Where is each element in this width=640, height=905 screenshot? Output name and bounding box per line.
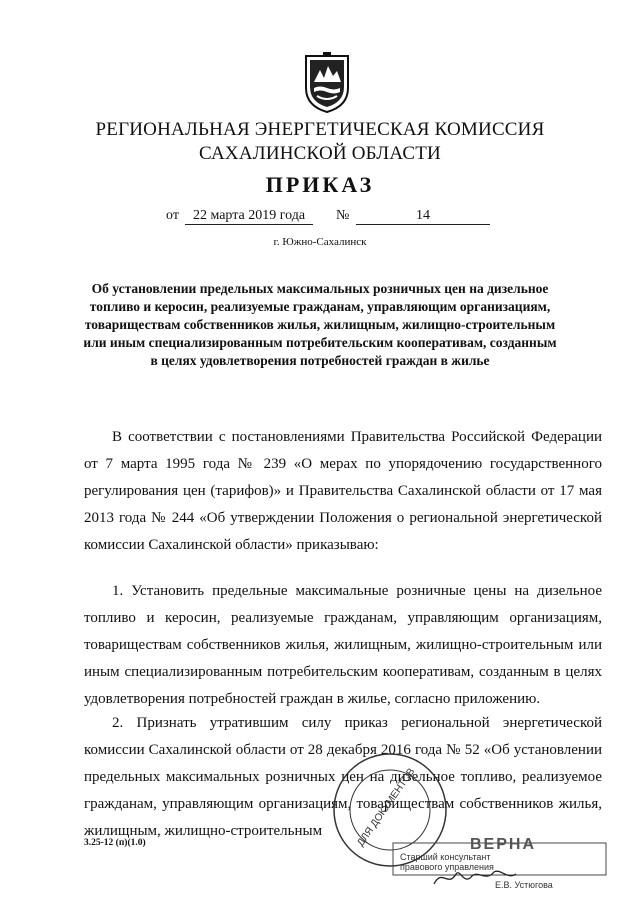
signer-name: Е.В. Устюгова [495,880,553,890]
document-number: 14 [356,208,490,225]
document-heading: Об установлении предельных максимальных розничных цен на дизельное топливо и керосин, реализуемые гражданам, управляющим организациям, товариществам собственников жилья, жилищным, жилищно-строительным или иным специализированным потребительским кооперативам, созданным в целях удовлетворения потребностей граждан в жилье [83,281,557,368]
certification-mark: ВЕРНА [470,836,537,853]
clause-1-paragraph: 1. Установить предельные максимальные розничные цены на дизельное топливо и керосин, реализуемые гражданам, управляющим организациям, товариществам собственников жилья, жилищным, жилищно-строительным или иным специализированным потребительским кооперативам, созданным в целях удовлетворения потребностей граждан в жилье, согласно приложению. [84,583,602,707]
city: г. Южно-Сахалинск [273,236,367,248]
document-type-title: ПРИКАЗ [265,172,375,197]
organization-name-line1: РЕГИОНАЛЬНАЯ ЭНЕРГЕТИЧЕСКАЯ КОМИССИЯ [95,119,545,140]
clause-2-paragraph: 2. Признать утратившим силу приказ региональной энергетической комиссии Сахалинской области от 28 декабря 2016 года № 52 «Об установлении предельных максимальных розничных цен на дизельное топливо, реализуемое гражданам, управляющим организациям, товариществам собственников жилья, жилищным, жилищно-строительным [84,715,602,839]
certifier-position: Старший консультант [400,852,491,862]
preamble-paragraph: В соответствии с постановлениями Правительства Российской Федерации от 7 марта 1995 года № 239 «О мерах по упорядочению государственного регулирования цен (тарифов)» и Правительства Сахалинской области от 17 мая 2013 года № 244 «Об утверждении Положения о региональной энергетической комиссии Сахалинской области» приказываю: [84,429,602,553]
date-prefix: от [166,208,179,223]
document-date: 22 марта 2019 года [185,208,313,225]
coat-of-arms-emblem [302,52,352,114]
number-prefix: № [336,208,350,223]
organization-name-line2: САХАЛИНСКОЙ ОБЛАСТИ [199,143,441,164]
certifier-department: правового управления [400,862,494,872]
seal-text: ДЛЯ ДОКУМЕНТОВ [355,766,418,849]
document-code: 3.25-12 (п)(1.0) [84,838,146,848]
